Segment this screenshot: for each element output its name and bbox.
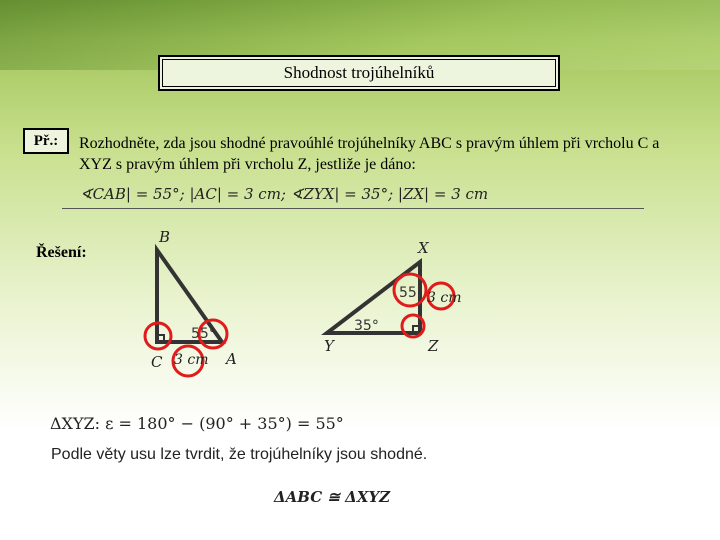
given-values: ∢CAB| = 55°; |AC| = 3 cm; ∢ZYX| = 35°; |ZX| = 3 cm bbox=[80, 185, 489, 203]
theorem-statement: Podle věty usu lze tvrdit, že trojúhelníky jsou shodné. bbox=[51, 446, 428, 463]
vertex-a-label: A bbox=[226, 350, 237, 368]
page-title: Shodnost trojúhelníků bbox=[283, 63, 435, 82]
vertex-y-label: Y bbox=[324, 337, 334, 355]
solution-label: Řešení: bbox=[36, 244, 87, 261]
vertex-z-label: Z bbox=[428, 337, 439, 355]
vertex-x-label: X bbox=[418, 239, 429, 257]
task-text: Rozhodněte, zda jsou shodné pravoúhlé trojúhelníky ABC s pravým úhlem při vrcholu C a XYZ s pravým úhlem při vrcholu Z, jestliže je dáno: bbox=[79, 135, 660, 173]
vertex-b-label: B bbox=[159, 228, 171, 246]
congruence-result: ΔABC ≅ ΔXYZ bbox=[274, 488, 391, 506]
side-zx-label: 3 cm bbox=[427, 290, 462, 306]
angle-y-label: 35° bbox=[354, 318, 379, 334]
example-label: Př.: bbox=[23, 128, 69, 154]
angle-a-label: 55° bbox=[191, 326, 216, 342]
vertex-c-label: C bbox=[151, 353, 163, 371]
equation-angle-sum: ΔXYZ: ε = 180° − (90° + 35°) = 55° bbox=[50, 414, 344, 433]
angle-x-label: 55 bbox=[399, 285, 417, 301]
side-ac-label: 3 cm bbox=[174, 352, 209, 368]
